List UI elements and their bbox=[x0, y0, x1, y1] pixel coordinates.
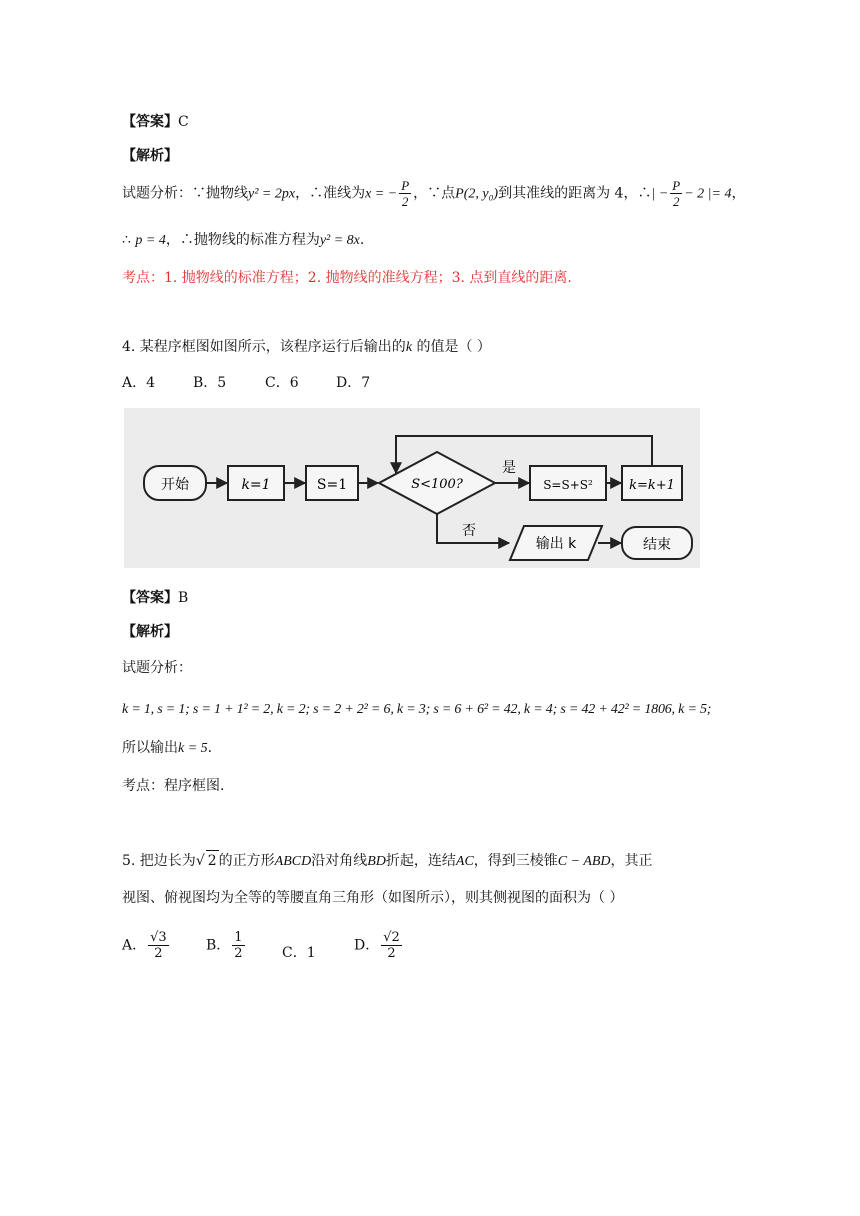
sqrt-value: 2 bbox=[206, 850, 219, 871]
q4-conclusion bbox=[122, 738, 212, 759]
q4-question bbox=[122, 337, 491, 358]
q4-analysis-intro: 试题分析： bbox=[122, 660, 192, 676]
q4-option-b: B．5 bbox=[193, 375, 227, 391]
s-init-label: S=1 bbox=[316, 477, 348, 493]
equation: BD bbox=[367, 854, 386, 869]
text-seg: 沿对角线 bbox=[311, 853, 368, 869]
text-seg: ∴ bbox=[122, 232, 131, 248]
q5-option-b bbox=[206, 930, 247, 961]
sqrt-expression: √ 2 bbox=[196, 853, 219, 869]
q3-kaodian: 考点：1. 抛物线的标准方程；2. 抛物线的准线方程；3. 点到直线的距离. bbox=[122, 270, 572, 286]
no-label: 否 bbox=[462, 523, 476, 539]
text-seg: ，得到三棱锥 bbox=[473, 853, 558, 869]
q3-analysis-line1 bbox=[122, 178, 745, 209]
q5-question-line2: 视图、俯视图均为全等的等腰直角三角形（如图所示），则其侧视图的面积为（ ） bbox=[122, 890, 624, 906]
fraction bbox=[148, 930, 169, 961]
output-label: 输出 k bbox=[535, 536, 577, 552]
option-label: C． bbox=[282, 945, 307, 961]
denominator: 2 bbox=[387, 946, 396, 961]
q4-option-d: D．7 bbox=[336, 375, 371, 391]
text-seg: . bbox=[207, 740, 213, 756]
q4-option-c: C．6 bbox=[265, 375, 299, 391]
q5-option-d bbox=[354, 930, 404, 961]
option-label: B． bbox=[206, 937, 231, 954]
text-seg: 试题分析：∵抛物线 bbox=[122, 185, 248, 202]
end-label: 结束 bbox=[643, 537, 671, 553]
text-seg: ，其正 bbox=[610, 853, 653, 869]
text-seg: . bbox=[359, 232, 365, 248]
fraction bbox=[670, 178, 682, 209]
q3-answer-line bbox=[122, 112, 189, 132]
answer-value: B bbox=[178, 590, 189, 606]
fraction bbox=[399, 178, 411, 209]
fraction bbox=[381, 930, 402, 961]
q4-steps: k = 1, s = 1; s = 1 + 1² = 2, k = 2; s = 2 + 2² = 6, k = 3; s = 6 + 6² = 42, k = 4; s = 42 + 42² = 1806, k = 5; bbox=[122, 702, 712, 717]
text-seg: 4. 某程序框图如图所示，该程序运行后输出的 bbox=[122, 339, 406, 355]
equation: y² = 2px bbox=[248, 186, 296, 202]
q5-option-a bbox=[122, 930, 171, 961]
flowchart-figure bbox=[124, 408, 700, 568]
k-init-label: k=1 bbox=[241, 477, 271, 493]
denominator: 2 bbox=[401, 194, 409, 209]
answer-value: C bbox=[178, 114, 189, 130]
q4-kaodian: 考点：程序框图. bbox=[122, 778, 225, 794]
equation: p = 4 bbox=[135, 233, 166, 248]
equation: ABCD bbox=[274, 854, 312, 869]
numerator: 1 bbox=[234, 930, 243, 945]
text-seg: 所以输出 bbox=[122, 740, 178, 756]
variable: k bbox=[405, 340, 413, 355]
condition-label: S<100? bbox=[411, 477, 463, 492]
option-value: 1 bbox=[306, 945, 316, 961]
numerator: √3 bbox=[150, 930, 167, 945]
q4-analysis-label: 【解析】 bbox=[122, 624, 178, 640]
q5-question-line1 bbox=[122, 850, 653, 872]
equation: C − ABD bbox=[557, 854, 611, 869]
start-label: 开始 bbox=[161, 477, 189, 493]
update-s-label: S=S+S² bbox=[543, 478, 593, 492]
update-k-label: k=k+1 bbox=[629, 478, 675, 493]
equation: − 2 |= 4 bbox=[684, 186, 732, 202]
q3-analysis-label: 【解析】 bbox=[122, 148, 178, 164]
text-seg: 5. 把边长为 bbox=[122, 853, 196, 869]
denominator: 2 bbox=[154, 946, 163, 961]
text-seg: 到其准线的距离为 4，∴ bbox=[498, 185, 652, 202]
denominator: 2 bbox=[672, 194, 680, 209]
q4-answer-line bbox=[122, 588, 188, 608]
text-seg: 折起，连结 bbox=[385, 853, 456, 869]
q3-analysis-line2 bbox=[122, 230, 364, 251]
yes-label: 是 bbox=[502, 460, 516, 476]
q5-option-c bbox=[282, 942, 316, 962]
option-label: A． bbox=[122, 937, 147, 954]
text-seg: ，∴抛物线的标准方程为 bbox=[165, 232, 320, 248]
equation: P(2, y₀) bbox=[455, 186, 499, 202]
numerator: √2 bbox=[383, 930, 400, 945]
equation: x = − bbox=[365, 186, 398, 202]
text-seg: ， bbox=[731, 185, 746, 202]
text-seg: 的值是（ ） bbox=[416, 339, 491, 355]
q4-option-a: A．4 bbox=[122, 375, 156, 391]
denominator: 2 bbox=[234, 946, 243, 961]
equation: | − bbox=[651, 186, 669, 202]
answer-label: 【答案】 bbox=[122, 590, 178, 606]
equation: y² = 8x bbox=[319, 233, 360, 248]
equation: k = 5 bbox=[178, 741, 208, 756]
fraction bbox=[232, 930, 244, 961]
answer-label: 【答案】 bbox=[122, 114, 178, 130]
equation: AC bbox=[455, 854, 474, 869]
text-seg: ，∵点 bbox=[413, 185, 456, 202]
numerator: P bbox=[672, 178, 681, 193]
option-label: D． bbox=[354, 937, 380, 954]
text-seg: ，∴准线为 bbox=[295, 185, 366, 202]
numerator: P bbox=[401, 178, 410, 193]
text-seg: 的正方形 bbox=[218, 853, 275, 869]
